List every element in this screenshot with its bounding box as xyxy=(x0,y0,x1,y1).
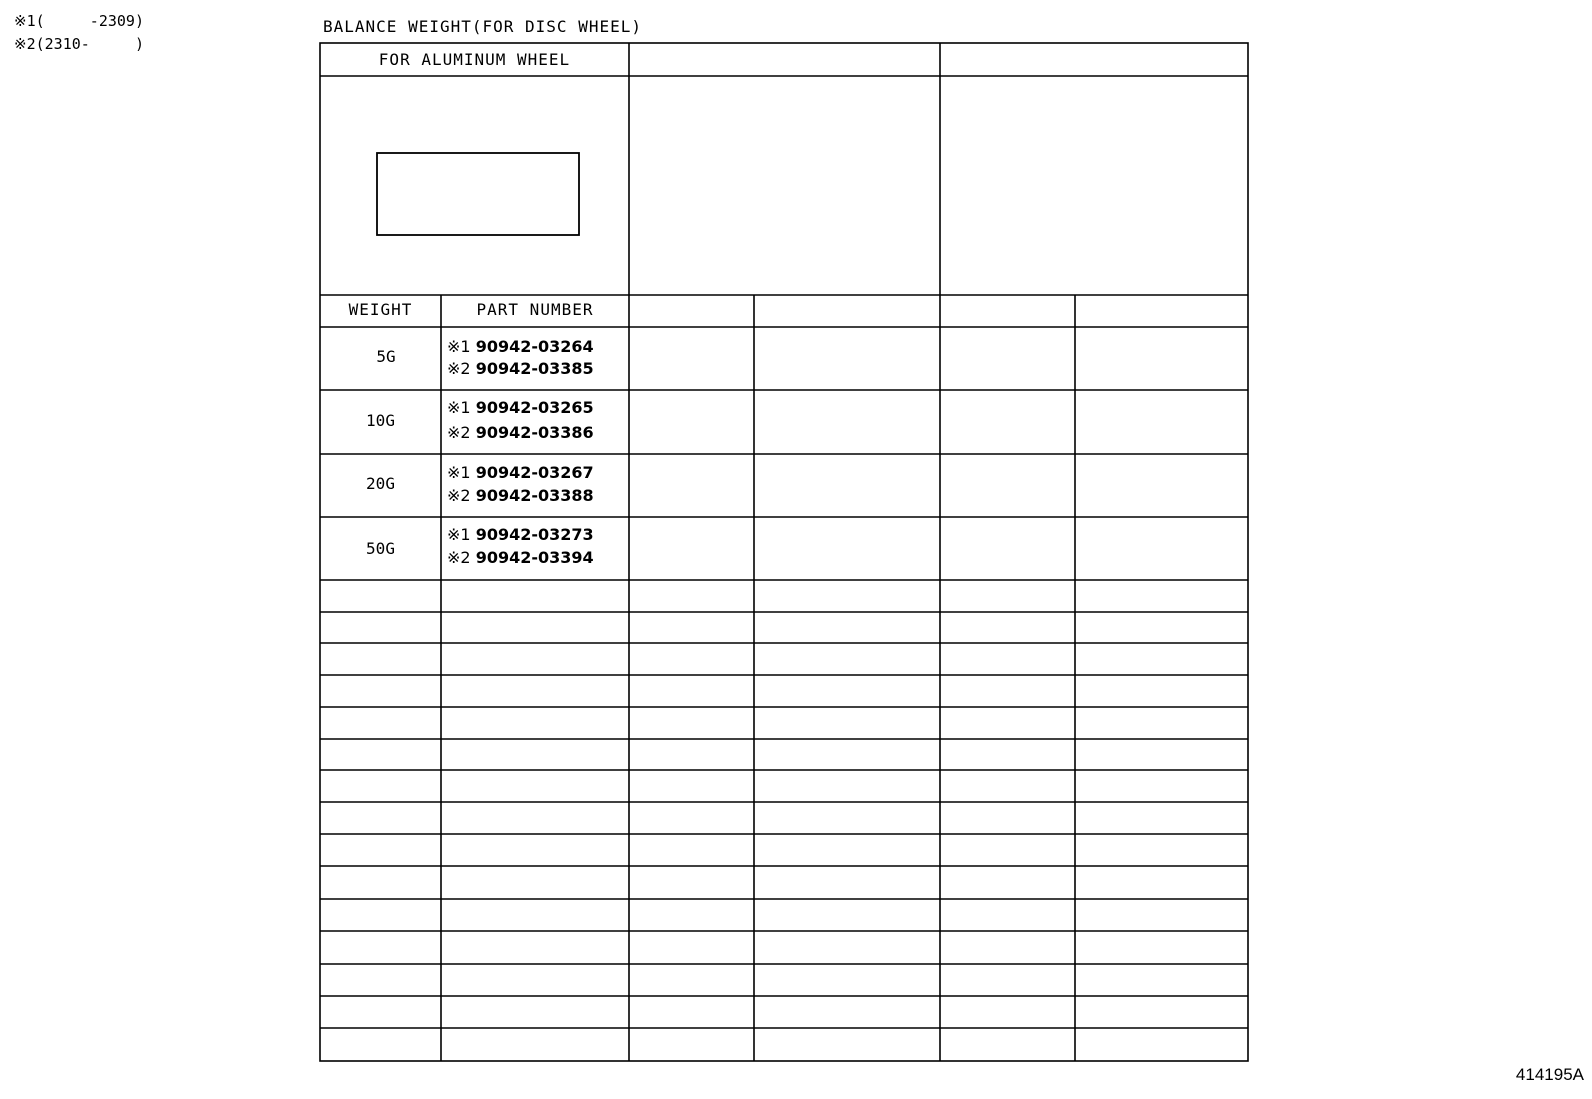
part-number-line: ※2 90942-03385 xyxy=(447,359,594,378)
column-header-part-number: PART NUMBER xyxy=(476,300,594,319)
weight-cell: 50G xyxy=(366,539,395,558)
column-header-weight: WEIGHT xyxy=(348,300,413,319)
part-number-line: ※1 90942-03267 xyxy=(447,463,594,482)
weight-cell: 5G xyxy=(376,347,396,366)
part-number-line: ※2 90942-03388 xyxy=(447,486,594,505)
part-number-line: ※1 90942-03273 xyxy=(447,525,594,544)
part-number-line: ※1 90942-03265 xyxy=(447,398,594,417)
diagram-id: 414195A xyxy=(1515,1065,1584,1084)
weight-cell: 20G xyxy=(366,474,395,493)
section-header: FOR ALUMINUM WHEEL xyxy=(378,50,571,69)
part-number-line: ※1 90942-03264 xyxy=(447,337,594,356)
part-number-line: ※2 90942-03394 xyxy=(447,548,594,567)
balance-weight-illustration xyxy=(377,153,579,235)
note-2: ※2(2310- ) xyxy=(14,35,144,53)
weight-cell: 10G xyxy=(366,411,395,430)
page-title: BALANCE WEIGHT(FOR DISC WHEEL) xyxy=(323,17,642,36)
note-1: ※1( -2309) xyxy=(14,12,144,30)
part-number-line: ※2 90942-03386 xyxy=(447,423,594,442)
